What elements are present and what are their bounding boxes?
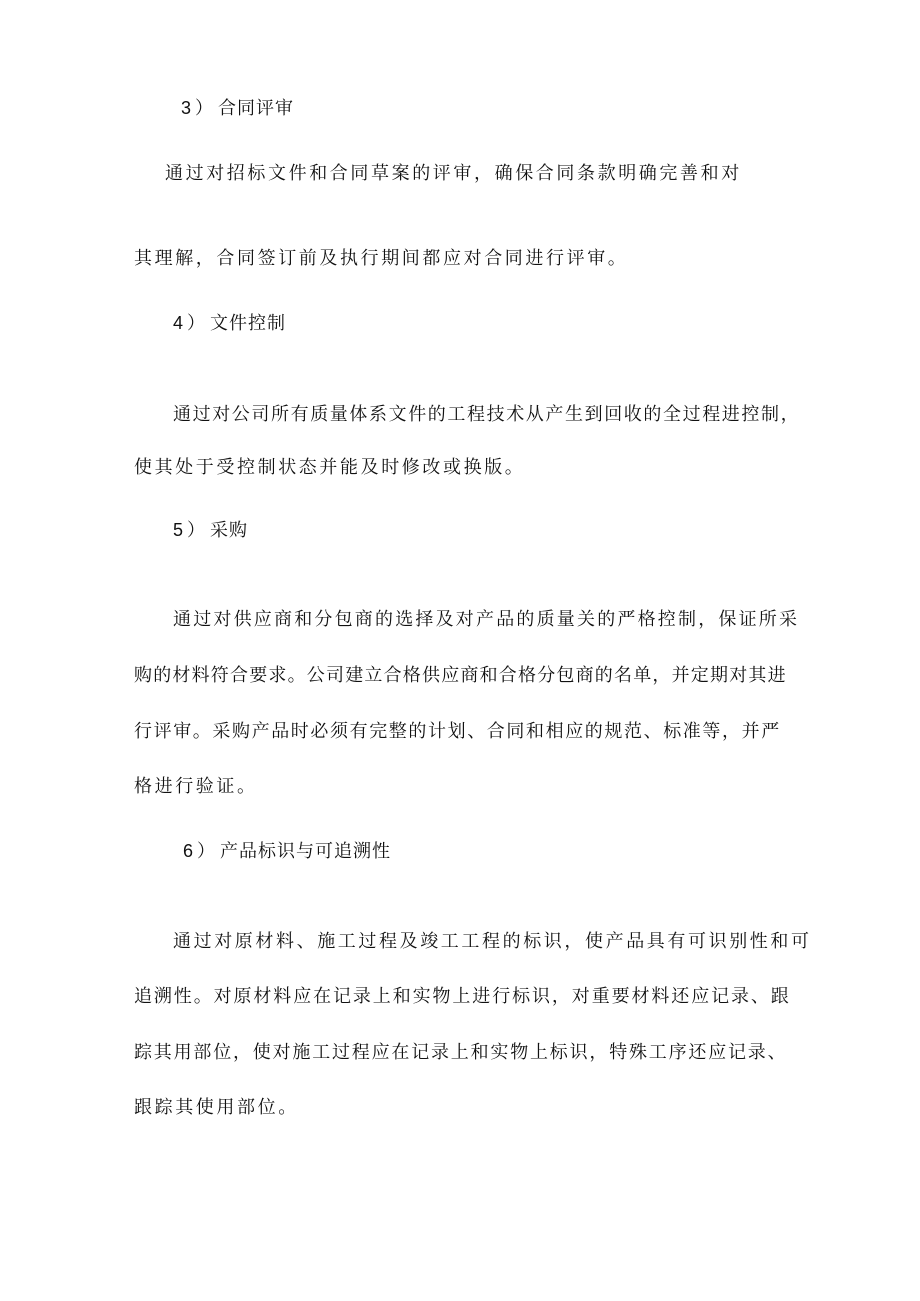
- paragraph-line: 其理解，合同签订前及执行期间都应对合同进行评审。: [134, 248, 629, 269]
- section-paren: ）: [197, 841, 217, 862]
- section-title: 采购: [210, 520, 249, 541]
- paragraph-line: 追溯性。对原材料应在记录上和实物上进行标识，对重要材料还应记录、跟: [134, 986, 791, 1007]
- paragraph-line: 踪其用部位，使对施工过程应在记录上和实物上标识，特殊工序还应记录、: [134, 1042, 788, 1063]
- section-heading-6: [183, 840, 391, 863]
- section-paren: ）: [187, 520, 207, 541]
- section-heading-4: [173, 312, 286, 335]
- section-title: 合同评审: [218, 98, 295, 119]
- paragraph-line: 跟踪其使用部位。: [134, 1097, 299, 1118]
- section-number: 4: [173, 313, 184, 333]
- paragraph-line: 通过对招标文件和合同草案的评审，确保合同条款明确完善和对: [165, 163, 742, 184]
- paragraph-line: 购的材料符合要求。公司建立合格供应商和合格分包商的名单，并定期对其进: [134, 665, 787, 686]
- section-title: 产品标识与可追溯性: [220, 841, 392, 862]
- section-heading-5: [173, 519, 248, 542]
- paragraph-line: 行评审。采购产品时必须有完整的计划、合同和相应的规范、标准等，并严: [134, 721, 781, 742]
- section-paren: ）: [187, 313, 207, 334]
- section-number: 6: [183, 841, 194, 861]
- paragraph-line: 通过对原材料、施工过程及竣工工程的标识，使产品具有可识别性和可: [173, 931, 812, 952]
- paragraph-line: 使其处于受控制状态并能及时修改或换版。: [134, 457, 526, 478]
- section-number: 3: [181, 98, 192, 118]
- section-heading-3: [181, 97, 294, 120]
- paragraph-line: 通过对供应商和分包商的选择及对产品的质量关的严格控制，保证所采: [173, 609, 800, 630]
- section-number: 5: [173, 520, 184, 540]
- section-title: 文件控制: [210, 313, 287, 334]
- section-paren: ）: [195, 98, 215, 119]
- paragraph-line: 格进行验证。: [134, 776, 258, 797]
- paragraph-line: 通过对公司所有质量体系文件的工程技术从产生到回收的全过程进控制，: [173, 404, 801, 425]
